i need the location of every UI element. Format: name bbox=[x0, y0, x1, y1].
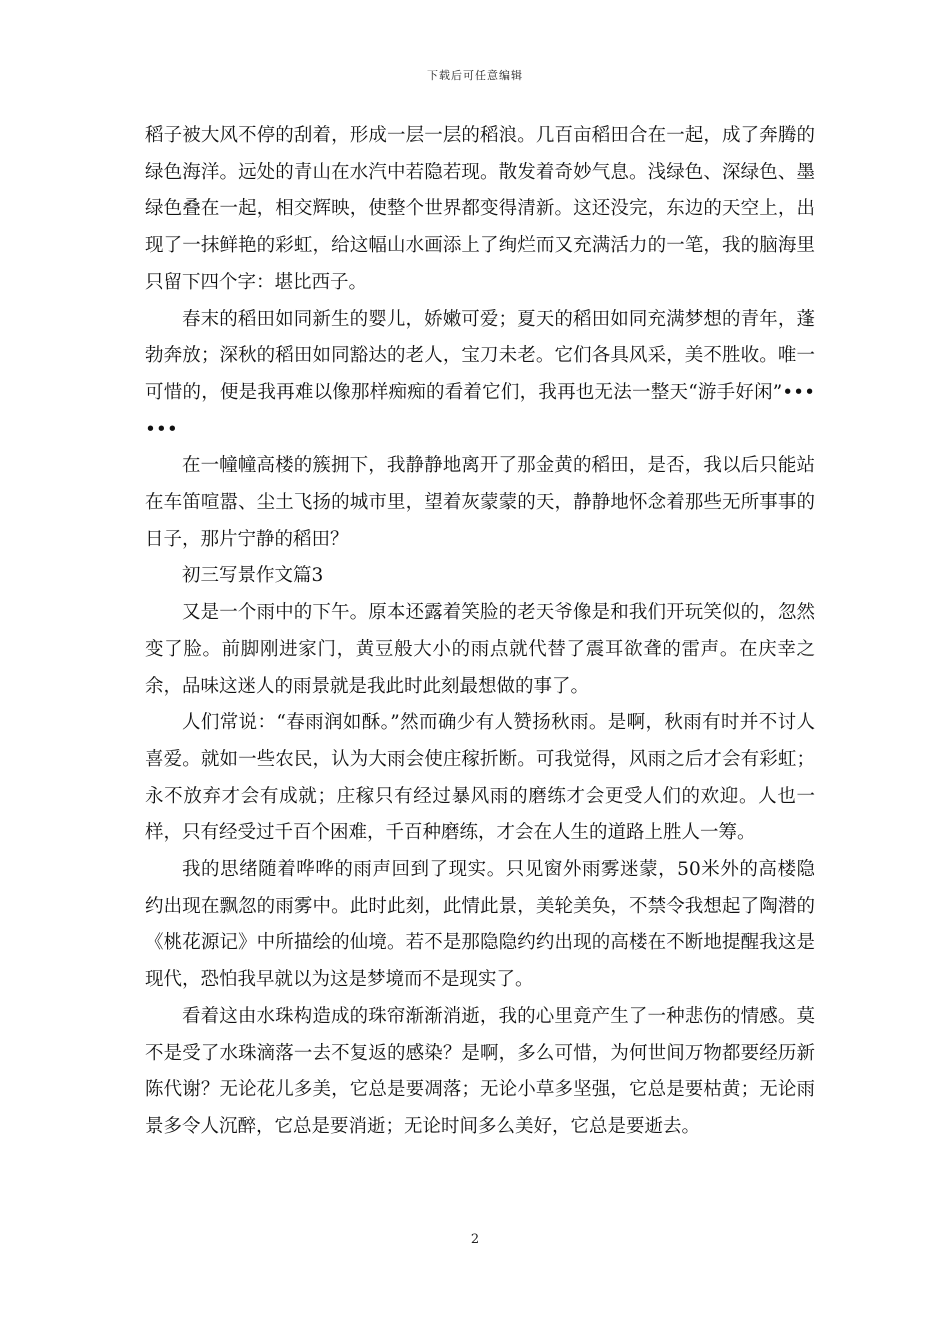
section-heading: 初三写景作文篇3 bbox=[182, 565, 324, 587]
page-number: 2 bbox=[470, 1232, 480, 1247]
page-header: 下载后可任意编辑 bbox=[427, 69, 523, 82]
paragraph: 春末的稻田如同新生的婴儿，娇嫩可爱；夏天的稻田如同充满梦想的青年，蓬勃奔放；深秋的稻田如同豁达的老人，宝刀未老。它们各具风采，美不胜收。唯一可惜的，便是我再难以像那样痴痴的看着它们，我再也无法一整天“游手好闲”•••••• bbox=[145, 308, 815, 440]
paragraph: 人们常说：“春雨润如酥。”然而确少有人赞扬秋雨。是啊，秋雨有时并不讨人喜爱。就如一些农民，认为大雨会使庄稼折断。可我觉得，风雨之后才会有彩虹；永不放弃才会有成就；庄稼只有经过暴风雨的磨练才会更受人们的欢迎。人也一样，只有经受过千百个困难，千百种磨练，才会在人生的道路上胜人一筹。 bbox=[145, 712, 815, 844]
document-body bbox=[145, 118, 815, 1146]
paragraph: 在一幢幢高楼的簇拥下，我静静地离开了那金黄的稻田，是否，我以后只能站在车笛喧嚣、尘土飞扬的城市里，望着灰蒙蒙的天，静静地怀念着那些无所事事的日子，那片宁静的稻田？ bbox=[145, 455, 815, 550]
paragraph: 看着这由水珠构造成的珠帘渐渐消逝，我的心里竟产生了一种悲伤的情感。莫不是受了水珠滴落一去不复返的感染？是啊，多么可惜，为何世间万物都要经历新陈代谢？无论花儿多美，它总是要凋落；无论小草多坚强，它总是要枯黄；无论雨景多令人沉醉，它总是要消逝；无论时间多么美好，它总是要逝去。 bbox=[145, 1005, 815, 1137]
paragraph: 又是一个雨中的下午。原本还露着笑脸的老天爷像是和我们开玩笑似的，忽然变了脸。前脚刚进家门，黄豆般大小的雨点就代替了震耳欲聋的雷声。在庆幸之余，品味这迷人的雨景就是我此时此刻最想做的事了。 bbox=[145, 602, 815, 697]
paragraph: 我的思绪随着哗哗的雨声回到了现实。只见窗外雨雾迷蒙，50米外的高楼隐约出现在飘忽的雨雾中。此时此刻，此情此景，美轮美奂，不禁令我想起了陶潜的《桃花源记》中所描绘的仙境。若不是那隐隐约约出现的高楼在不断地提醒我这是现代，恐怕我早就以为这是梦境而不是现实了。 bbox=[145, 859, 815, 991]
paragraph: 稻子被大风不停的刮着，形成一层一层的稻浪。几百亩稻田合在一起，成了奔腾的绿色海洋。远处的青山在水汽中若隐若现。散发着奇妙气息。浅绿色、深绿色、墨绿色叠在一起，相交辉映，使整个世界都变得清新。这还没完，东边的天空上，出现了一抹鲜艳的彩虹，给这幅山水画添上了绚烂而又充满活力的一笔，我的脑海里只留下四个字：堪比西子。 bbox=[145, 125, 815, 293]
